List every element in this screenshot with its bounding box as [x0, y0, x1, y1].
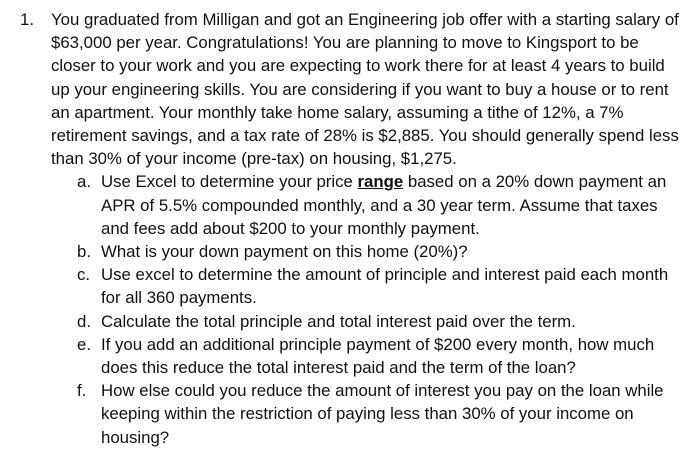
subquestion-letter: c. [77, 265, 91, 285]
subquestion-letter: b. [77, 242, 91, 262]
subquestion-f [77, 379, 684, 449]
subquestion-letter: a. [77, 172, 91, 192]
subquestion-b [77, 240, 684, 263]
question-number: 1. [20, 10, 34, 29]
subquestion-list [77, 170, 684, 448]
subquestion-c [77, 263, 684, 309]
subquestion-text-end: based on a 20% down payment an APR of 5.5% compounded monthly, and a 30 year term. Assume that taxes and fees add about $200 to your monthly payment. [101, 172, 667, 238]
subquestion-text: How else could you reduce the amount of interest you pay on the loan while keeping within the restriction of paying less than 30% of your income on housing? [101, 381, 664, 447]
subquestion-letter: d. [77, 311, 91, 331]
subquestion-text: If you add an additional principle payment of $200 every month, how much does this reduce the total interest paid and the term of the loan? [101, 334, 655, 378]
subquestion-text-start: Use Excel to determine your price [101, 172, 358, 192]
emphasized-word-range: range [357, 172, 404, 192]
subquestion-e [77, 333, 684, 379]
subquestion-letter: f. [77, 381, 87, 401]
subquestion-text: Use excel to determine the amount of principle and interest paid each month for all 360 payments. [101, 265, 669, 308]
subquestion-letter: e. [77, 334, 91, 354]
subquestion-text: Calculate the total principle and total interest paid over the term. [101, 311, 576, 331]
subquestion-d [77, 310, 684, 333]
subquestion-text: What is your down payment on this home (20%)? [101, 242, 468, 262]
question-text: You graduated from Milligan and got an Engineering job offer with a starting salary of $63,000 per year. Congratulations! You are planning to move to Kingsport to be closer to your work and you are expecting to work there for at least 4 years to build up your engineering skills. You are considering if you want to buy a house or to rent an apartment. Your monthly take home salary, assuming a tithe of 12%, a 7% retirement savings, and a tax rate of 28% is $2,885. You should generally spend less than 30% of your income (pre-tax) on housing, $1,275. [51, 10, 679, 169]
subquestion-a [77, 170, 684, 240]
